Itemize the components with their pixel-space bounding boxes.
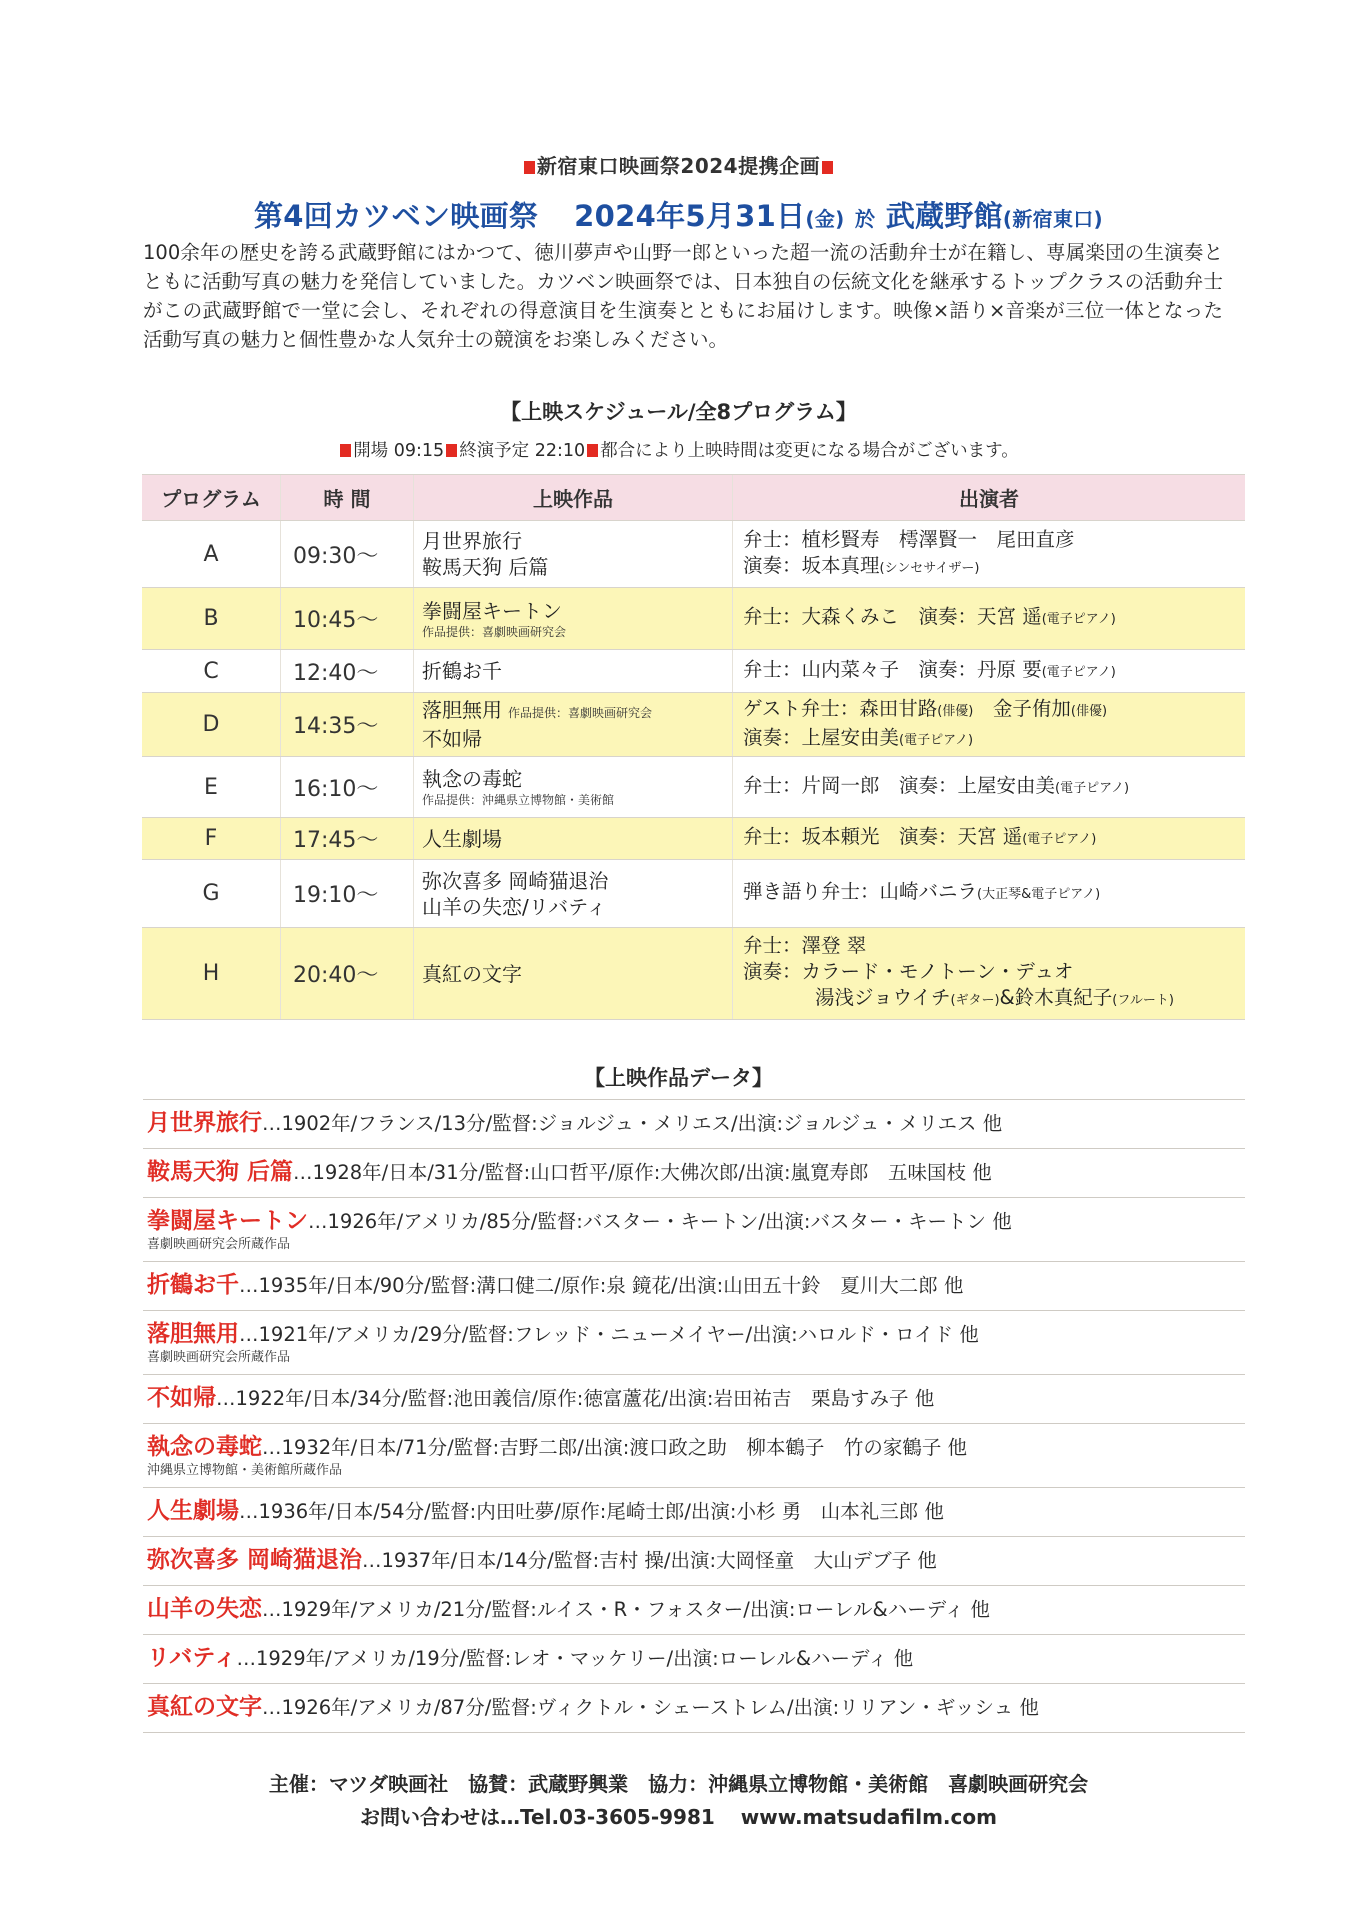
program-time: 10:45〜 <box>281 588 414 650</box>
film-data-info: …1926年/アメリカ/87分/監督:ヴィクトル・シェーストレム/出演:リリアン・ギッシュ 他 <box>262 1696 1039 1719</box>
program-cast <box>733 521 1246 588</box>
program-id: D <box>142 693 281 757</box>
program-films <box>414 928 733 1020</box>
cast-line: 弁士：坂本頼光 演奏：天宮 遥 <box>743 825 1023 848</box>
program-films <box>414 521 733 588</box>
film-holder: 喜劇映画研究会所蔵作品 <box>147 1350 291 1365</box>
program-id: E <box>142 757 281 818</box>
list-item <box>143 1310 1245 1374</box>
program-films <box>414 818 733 860</box>
list-item <box>143 1148 1245 1197</box>
film-credit: 作品提供：喜劇映画研究会 <box>422 624 567 639</box>
event-date: 2024年5月31日 <box>574 199 806 233</box>
cast-line: 弾き語り弁士：山崎バニラ <box>743 880 978 903</box>
program-cast <box>733 588 1246 650</box>
doors-open-time: 開場 09:15 <box>353 441 445 461</box>
program-time: 12:40〜 <box>281 650 414 693</box>
cast-line: 演奏：カラード・モノトーン・デュオ <box>743 960 1074 983</box>
film-title: 弥次喜多 岡崎猫退治 <box>422 868 609 893</box>
program-films <box>414 693 733 757</box>
column-header-film: 上映作品 <box>414 475 733 521</box>
program-time: 17:45〜 <box>281 818 414 860</box>
role-note: (俳優) <box>1070 703 1108 719</box>
table-row <box>142 860 1245 928</box>
film-data-info: …1936年/日本/54分/監督:内田吐夢/原作:尾崎士郎/出演:小杉 勇 山本礼三郎 他 <box>239 1500 944 1523</box>
film-data-list <box>143 1099 1245 1733</box>
program-id: F <box>142 818 281 860</box>
film-data-info: …1935年/日本/90分/監督:溝口健二/原作:泉 鏡花/出演:山田五十鈴 夏川大二郎 他 <box>239 1274 964 1297</box>
list-item <box>143 1423 1245 1487</box>
film-data-title: 鞍馬天狗 后篇 <box>147 1159 294 1185</box>
instrument-note: (フルート) <box>1112 993 1174 1008</box>
column-header-time: 時 間 <box>281 475 414 521</box>
instrument-note: (電子ピアノ) <box>899 732 974 748</box>
table-header-row <box>142 475 1245 521</box>
change-notice: 都合により上映時間は変更になる場合がございます。 <box>600 441 1019 461</box>
list-item <box>143 1487 1245 1536</box>
film-title: 真紅の文字 <box>422 961 522 986</box>
list-item <box>143 1585 1245 1634</box>
phone-number: Tel.03-3605-9981 <box>520 1805 715 1829</box>
program-id: A <box>142 521 281 588</box>
program-id: H <box>142 928 281 1020</box>
kicker-text: 新宿東口映画祭2024提携企画 <box>536 154 821 178</box>
film-data-title: 弥次喜多 岡崎猫退治 <box>147 1547 363 1573</box>
program-cast <box>733 818 1246 860</box>
program-cast <box>733 693 1246 757</box>
red-square-icon <box>446 444 457 457</box>
list-item <box>143 1197 1245 1261</box>
program-id: B <box>142 588 281 650</box>
program-time: 19:10〜 <box>281 860 414 928</box>
event-venue: 武蔵野館 <box>885 199 1003 233</box>
list-item <box>143 1536 1245 1585</box>
cast-line: 弁士：澤登 翠 <box>743 934 867 957</box>
film-data-info: …1921年/アメリカ/29分/監督:フレッド・ニューメイヤー/出演:ハロルド・ロイド 他 <box>239 1323 979 1346</box>
column-header-cast: 出演者 <box>733 475 1246 521</box>
program-time: 16:10〜 <box>281 757 414 818</box>
table-row <box>142 693 1245 757</box>
intro-paragraph: 100余年の歴史を誇る武蔵野館にはかつて、徳川夢声や山野一郎といった超一流の活動弁士が在籍し、専属楽団の生演奏とともに活動写真の魅力を発信していました。カツベン映画祭では、日本独自の伝統文化を継承するトップクラスの活動弁士がこの武蔵野館で一堂に会し、それぞれの得意演目を生演奏とともにお届けします。映像×語り×音楽が三位一体となった活動写真の魅力と個性豊かな人気弁士の競演をお楽しみください。 <box>143 241 1223 351</box>
film-credit: 作品提供：沖縄県立博物館・美術館 <box>422 793 615 807</box>
film-title: 落胆無用 <box>422 698 502 722</box>
film-data-title: 月世界旅行 <box>147 1110 262 1136</box>
program-time: 14:35〜 <box>281 693 414 757</box>
column-header-program: プログラム <box>142 475 281 521</box>
film-data-title: 執念の毒蛇 <box>147 1434 262 1460</box>
film-data-title: 拳闘屋キートン <box>147 1208 308 1234</box>
page-title <box>0 194 1357 235</box>
film-data-title: 落胆無用 <box>147 1321 239 1347</box>
film-data-title: 山羊の失恋 <box>147 1596 262 1622</box>
film-data-info: …1932年/日本/71分/監督:吉野二郎/出演:渡口政之助 柳本鶴子 竹の家鶴子 他 <box>262 1436 968 1459</box>
film-data-info: …1902年/フランス/13分/監督:ジョルジュ・メリエス/出演:ジョルジュ・メリエス 他 <box>262 1112 1003 1135</box>
instrument-note: (電子ピアノ) <box>1041 664 1116 680</box>
cast-line: 弁士：片岡一郎 演奏：上屋安由美 <box>743 773 1056 797</box>
film-holder: 沖縄県立博物館・美術館所蔵作品 <box>147 1463 343 1478</box>
event-at: 於 <box>855 207 876 231</box>
schedule-table <box>142 474 1245 1020</box>
program-time: 20:40〜 <box>281 928 414 1020</box>
contact-line <box>0 1801 1357 1834</box>
film-data-title: リバティ <box>147 1645 237 1671</box>
cast-line: ゲスト弁士：森田甘路 <box>743 696 938 720</box>
film-holder: 喜劇映画研究会所蔵作品 <box>147 1237 291 1252</box>
red-square-icon <box>340 444 351 457</box>
sponsors: 主催：マツダ映画社 協賛：武蔵野興業 協力：沖縄県立博物館・美術館 喜劇映画研究会 <box>268 1772 1089 1796</box>
film-title: 月世界旅行 <box>422 529 522 553</box>
table-row <box>142 588 1245 650</box>
film-data-title: 不如帰 <box>147 1385 216 1411</box>
film-title: 不如帰 <box>422 727 482 751</box>
schedule-heading: 【上映スケジュール/全8プログラム】 <box>500 400 857 424</box>
role-note: (俳優) <box>937 703 974 719</box>
table-row <box>142 818 1245 860</box>
program-cast <box>733 650 1246 693</box>
film-data-info: …1922年/日本/34分/監督:池田義信/原作:徳富蘆花/出演:岩田祐吉 栗島すみ子 他 <box>216 1387 935 1410</box>
film-title: 執念の毒蛇 <box>422 767 522 791</box>
cast-line: 金子侑加 <box>973 696 1071 720</box>
film-data-info: …1926年/アメリカ/85分/監督:バスター・キートン/出演:バスター・キートン 他 <box>308 1210 1012 1233</box>
instrument-note: (シンセサイザー) <box>879 560 980 576</box>
list-item <box>143 1261 1245 1310</box>
cast-line: 弁士：植杉賢寿 樗澤賢一 尾田直彦 <box>743 527 1075 551</box>
red-square-icon <box>524 161 535 174</box>
cast-line: 弁士：大森くみこ 演奏：天宮 遥 <box>743 605 1042 628</box>
list-item <box>143 1634 1245 1683</box>
footer <box>0 1768 1357 1834</box>
film-title: 拳闘屋キートン <box>422 598 562 623</box>
instrument-note: (大正琴&電子ピアノ) <box>977 887 1101 902</box>
program-cast <box>733 757 1246 818</box>
program-films <box>414 588 733 650</box>
list-item <box>143 1099 1245 1148</box>
film-title: 山羊の失恋/リバティ <box>422 894 607 919</box>
table-row <box>142 521 1245 588</box>
film-data-info: …1928年/日本/31分/監督:山口哲平/原作:大佛次郎/出演:嵐寛寿郎 五味国枝 他 <box>293 1161 992 1184</box>
program-films <box>414 860 733 928</box>
program-id: G <box>142 860 281 928</box>
film-data-info: …1929年/アメリカ/21分/監督:ルイス・R・フォスター/出演:ローレル&ハーディ 他 <box>262 1598 990 1621</box>
instrument-note: (電子ピアノ) <box>1022 832 1097 847</box>
instrument-note: (電子ピアノ) <box>1055 780 1130 796</box>
list-item <box>143 1683 1245 1733</box>
instrument-note: (電子ピアノ) <box>1041 612 1116 627</box>
film-title: 人生劇場 <box>422 826 502 851</box>
program-films <box>414 650 733 693</box>
schedule-note <box>0 437 1357 462</box>
program-time: 09:30〜 <box>281 521 414 588</box>
cast-line: 演奏：坂本真理 <box>743 553 880 577</box>
film-title: 折鶴お千 <box>422 659 502 683</box>
contact-label: お問い合わせは… <box>360 1805 521 1829</box>
instrument-note: (ギター) <box>950 993 1000 1008</box>
film-data-title: 折鶴お千 <box>147 1272 239 1298</box>
cast-line: 湯浅ジョウイチ <box>815 986 951 1009</box>
event-name: 第4回カツベン映画祭 <box>253 199 539 233</box>
cast-line: 弁士：山内菜々子 演奏：丹原 要 <box>743 657 1042 681</box>
program-cast <box>733 860 1246 928</box>
table-row <box>142 757 1245 818</box>
cast-line: 演奏：上屋安由美 <box>743 725 900 749</box>
kicker <box>0 150 1357 179</box>
film-credit: 作品提供：喜劇映画研究会 <box>508 706 653 720</box>
table-row <box>142 928 1245 1020</box>
film-data-info: …1937年/日本/14分/監督:吉村 操/出演:大岡怪童 大山デブ子 他 <box>362 1549 937 1572</box>
table-row <box>142 650 1245 693</box>
red-square-icon <box>587 444 598 457</box>
event-venue-note: (新宿東口) <box>1002 207 1104 231</box>
film-data-info: …1929年/アメリカ/19分/監督:レオ・マッケリー/出演:ローレル&ハーディ 他 <box>236 1647 914 1670</box>
program-cast <box>733 928 1246 1020</box>
list-item <box>143 1374 1245 1423</box>
cast-line: &鈴木真紀子 <box>999 986 1113 1009</box>
red-square-icon <box>822 161 833 174</box>
film-data-title: 真紅の文字 <box>147 1694 262 1720</box>
film-data-title: 人生劇場 <box>147 1498 239 1524</box>
program-films <box>414 757 733 818</box>
film-title: 鞍馬天狗 后篇 <box>422 555 549 579</box>
end-time: 終演予定 22:10 <box>459 441 586 461</box>
event-weekday: (金) <box>805 207 845 231</box>
website-link[interactable]: www.matsudafilm.com <box>740 1805 997 1829</box>
program-id: C <box>142 650 281 693</box>
film-data-heading: 【上映作品データ】 <box>584 1066 773 1090</box>
